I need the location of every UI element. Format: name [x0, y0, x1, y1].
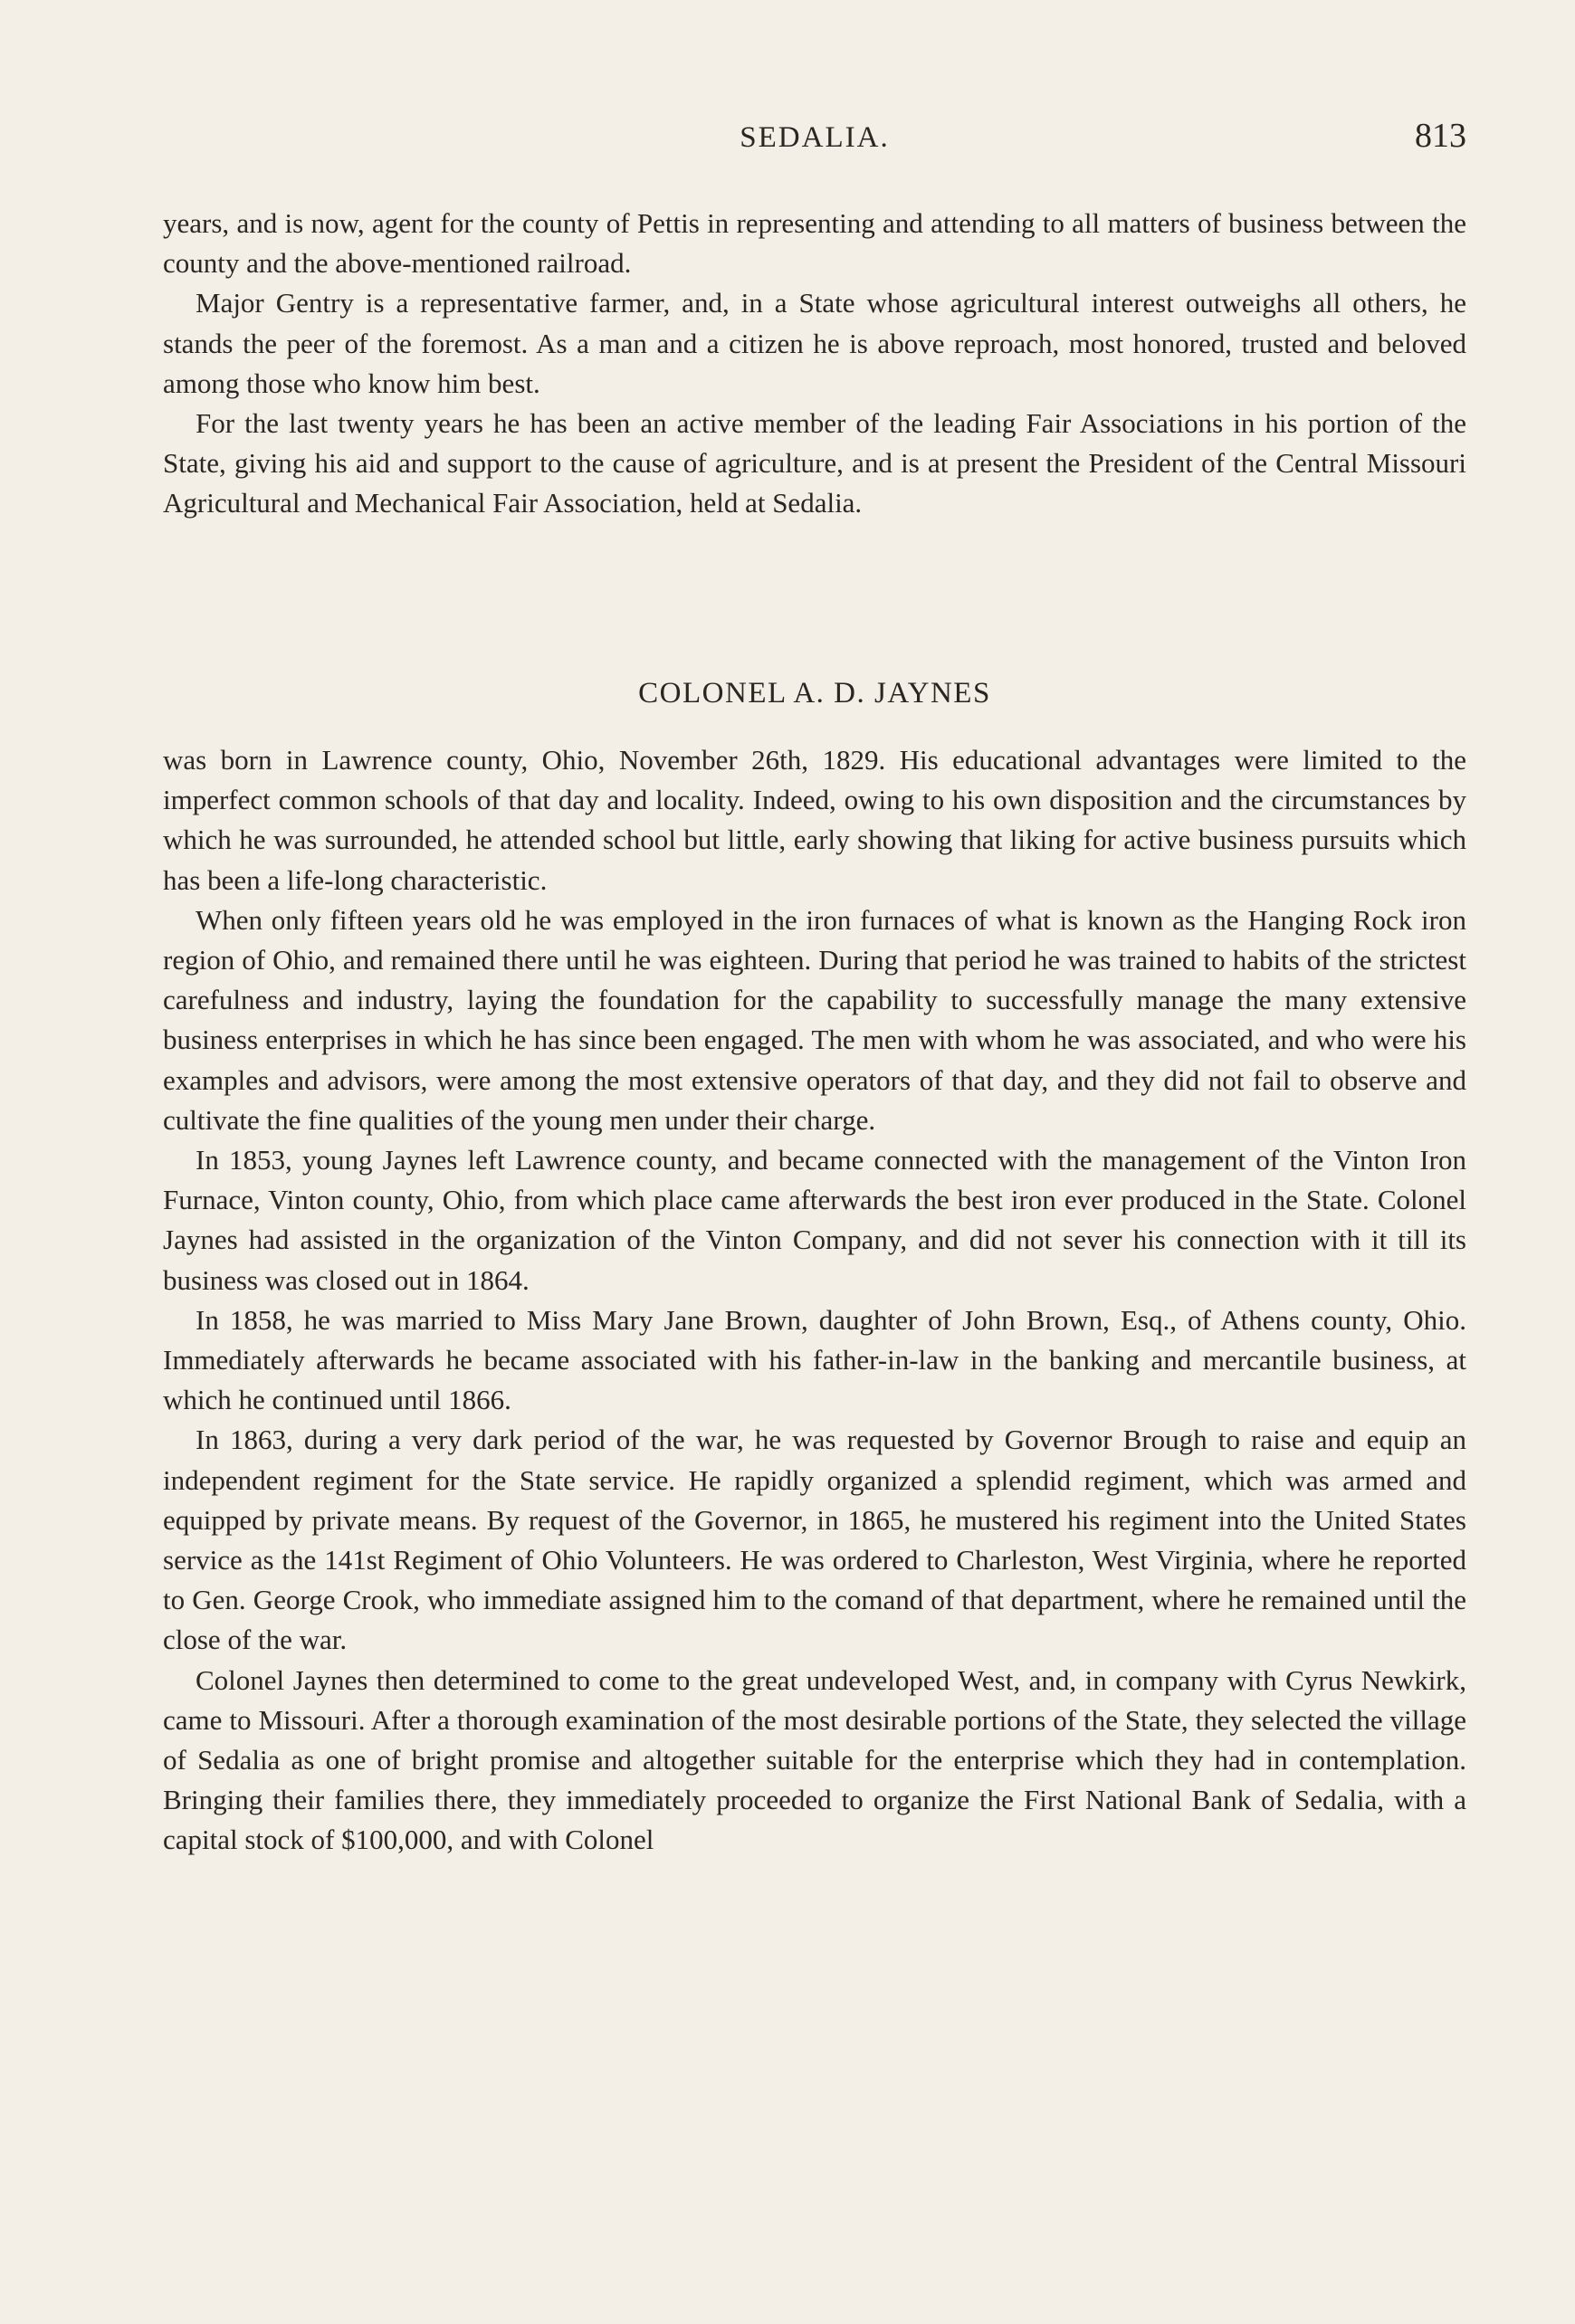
paragraph: years, and is now, agent for the county of Pettis in representing and attending to all matters of business between the county and the above-mentioned railroad.: [163, 207, 1466, 280]
paragraph: For the last twenty years he has been an active member of the leading Fair Associations in his portion of the State, giving his aid and support to the cause of agriculture, and is at present the President of the Central Missouri Agricultural and Mechanical Fair Association, held at Sedalia.: [163, 407, 1466, 519]
biography-text-block: [163, 740, 1466, 1861]
paragraph: When only fifteen years old he was employed in the iron furnaces of what is known as the Hanging Rock iron region of Ohio, and remained there until he was eighteen. During that period he was trained to habits of the strictest carefulness and industry, laying the foundation for the capability to successfully manage the many extensive business enterprises in which he has since been engaged. The men with whom he was associated, and who were his examples and advisors, were among the most extensive operators of that day, and they did not fail to observe and cultivate the fine qualities of the young men under their charge.: [163, 903, 1466, 1136]
page-header: [163, 116, 1466, 163]
paragraph: In 1863, during a very dark period of the war, he was requested by Governor Brough to raise and equip an independent regiment for the State service. He rapidly organized a splendid regiment, which was armed and equipped by private means. By request of the Governor, in 1865, he mustered his regiment into the United States service as the 141st Regiment of Ohio Volunteers. He was ordered to Charleston, West Virginia, where he reported to Gen. George Crook, who immediate assigned him to the comand of that department, where he remained until the close of the war.: [163, 1424, 1466, 1656]
continued-text-block: [163, 204, 1466, 524]
section-heading: COLONEL A. D. JAYNES: [638, 677, 991, 710]
paragraph: was born in Lawrence county, Ohio, November 26th, 1829. His educational advantages were limited to the imperfect common schools of that day and locality. Indeed, owing to his own disposition and the circumstances by which he was surrounded, he attended school but little, early showing that liking for active business pursuits which has been a life-long characteristic.: [163, 744, 1466, 896]
paragraph: In 1853, young Jaynes left Lawrence county, and became connected with the management of the Vinton Iron Furnace, Vinton county, Ohio, from which place came afterwards the best iron ever produced in the State. Colonel Jaynes had assisted in the organization of the Vinton Company, and did not sever his connection with it till its business was closed out in 1864.: [163, 1144, 1466, 1296]
page-number: 813: [1415, 117, 1466, 155]
paragraph: Major Gentry is a representative farmer, and, in a State whose agricultural interest outweighs all others, he stands the peer of the foremost. As a man and a citizen he is above reproach, most honored, trusted and beloved among those who know him best.: [163, 287, 1466, 399]
paragraph: Colonel Jaynes then determined to come to the great undeveloped West, and, in company with Cyrus Newkirk, came to Missouri. After a thorough examination of the most desirable portions of the State, they selected the village of Sedalia as one of bright promise and altogether suitable for the enterprise which they had in contemplation. Bringing their families there, they immediately proceeded to organize the First National Bank of Sedalia, with a capital stock of $100,000, and with Colonel: [163, 1663, 1466, 1856]
running-head: SEDALIA.: [740, 121, 890, 154]
paragraph: In 1858, he was married to Miss Mary Jane Brown, daughter of John Brown, Esq., of Athens county, Ohio. Immediately afterwards he became associated with his father-in-law in the banking and mercantile business, at which he continued until 1866.: [163, 1303, 1466, 1416]
